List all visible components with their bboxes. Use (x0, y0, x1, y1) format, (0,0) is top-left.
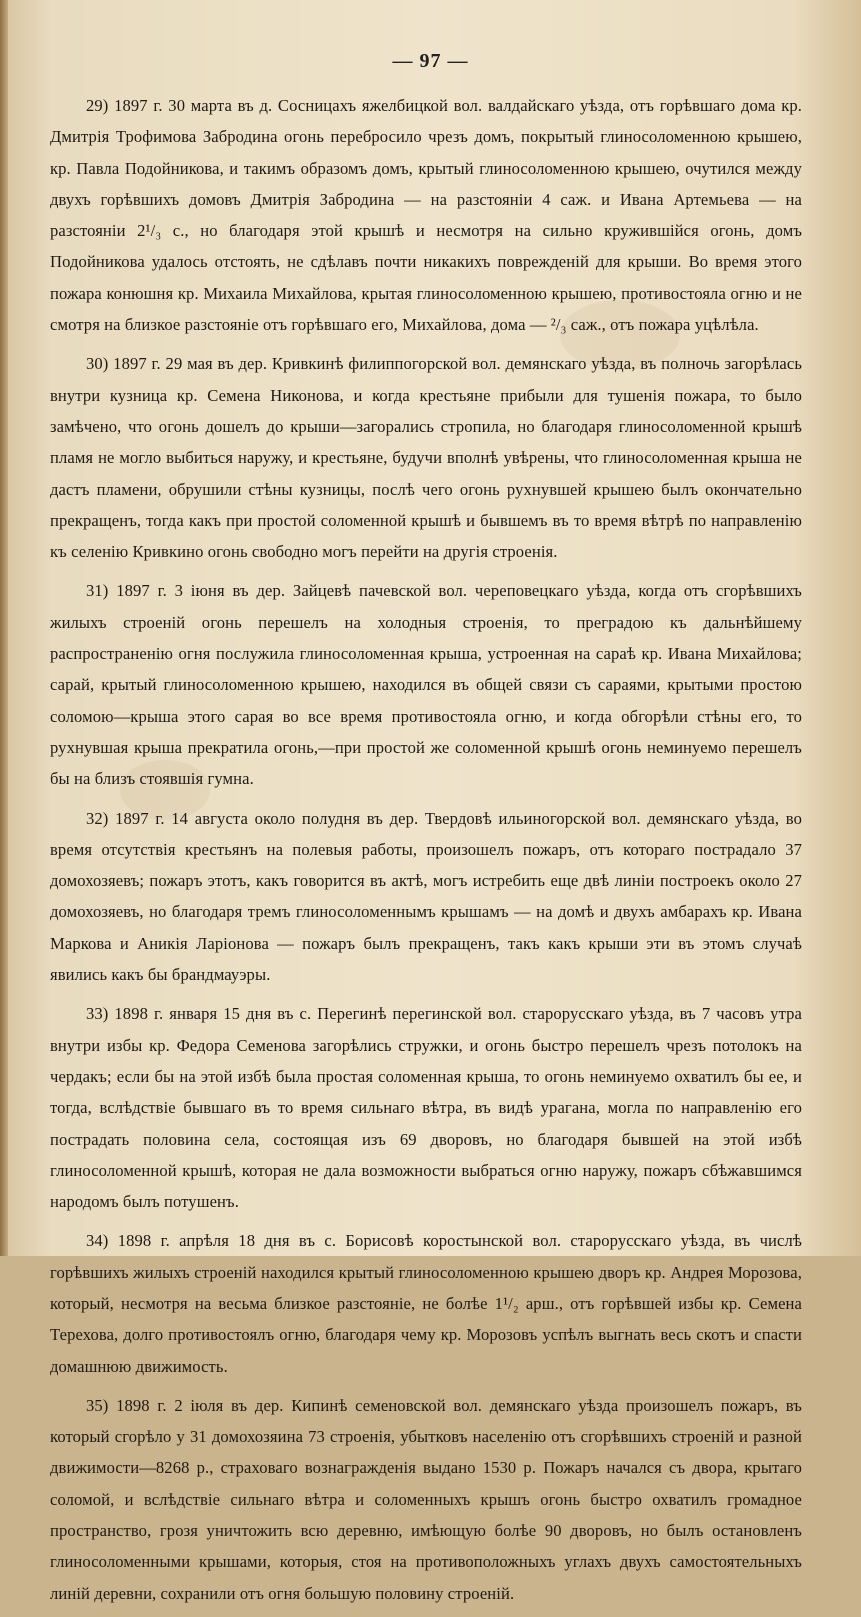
body-text (50, 90, 802, 1617)
entry-33: 33) 1898 г. января 15 дня въ с. Перегинѣ перегинской вол. старорусскаго уѣзда, въ 7 часовъ утра внутри избы кр. Федора Семенова загорѣлись стружки, и огонь быстро перешелъ чрезъ потолокъ на чердакъ; если бы на этой избѣ была простая соломенная крыша, то огонь неминуемо охватилъ бы ее, и тогда, вслѣдствіе бывшаго въ то время сильнаго вѣтра, въ видѣ урагана, могла по направленію его пострадать половина села, состоящая изъ 69 дворовъ, но благодаря бывшей на этой избѣ глиносоломенной крышѣ, которая не дала возможности выбраться огню наружу, пожаръ сбѣжавшимся народомъ былъ потушенъ. (50, 1004, 802, 1212)
entry-34: 34) 1898 г. апрѣля 18 дня въ с. Борисовѣ коростынской вол. старорусскаго уѣзда, въ числѣ горѣвшихъ жилыхъ строеній находился крытый глиносоломенною крышею дворъ кр. Андрея Морозова, который, несмотря на весьма близкое разстояніе, не болѣе 1¹/₂ арш., отъ горѣвшей избы кр. Семена Терехова, долго противостоялъ огню, благодаря чему кр. Морозовъ успѣлъ выгнать весь скотъ и спасти домашнюю движимость. (50, 1231, 802, 1376)
page-edge-shadow (0, 0, 8, 1256)
entry-29: 29) 1897 г. 30 марта въ д. Сосницахъ яжелбицкой вол. валдайскаго уѣзда, отъ горѣвшаго дома кр. Дмитрія Трофимова Забродина огонь перебросило чрезъ домъ, покрытый глиносоломенною крышею, кр. Павла Подойникова, и такимъ образомъ домъ, крытый глиносоломенною крышею, очутился между двухъ горѣвшихъ домовъ Дмитрія Забродина — на разстояніи 4 саж. и Ивана Артемьева — на разстояніи 2¹/₃ с., но благодаря этой крышѣ и несмотря на сильно кружившійся огонь, домъ Подойникова удалось отстоять, не сдѣлавъ почти никакихъ поврежденій для крыши. Во время этого пожара конюшня кр. Михаила Михайлова, крытая глиносоломенною крышею, противостояла огню и не смотря на близкое разстояніе отъ горѣвшаго его, Михайлова, дома — ²/₃ саж., отъ пожара уцѣлѣла. (50, 96, 802, 335)
entry-32: 32) 1897 г. 14 августа около полудня въ дер. Твердовѣ ильиногорской вол. демянскаго уѣзда, во время отсутствія крестьянъ на полевыя работы, произошелъ пожаръ, отъ котораго пострадало 37 домохозяевъ; пожаръ этотъ, какъ говорится въ актѣ, могъ истребить еще двѣ линіи построекъ около 27 домохозяевъ, но благодаря тремъ глиносоломеннымъ крышамъ — на домѣ и двухъ амбарахъ кр. Ивана Маркова и Аникія Ларіонова — пожаръ былъ прекращенъ, такъ какъ крыши эти въ этомъ случаѣ явились какъ бы брандмауэры. (50, 808, 802, 985)
entry-30: 30) 1897 г. 29 мая въ дер. Кривкинѣ филиппогорской вол. демянскаго уѣзда, въ полночь загорѣлась внутри кузница кр. Семена Никонова, и когда крестьяне прибыли для тушенія пожара, то было замѣчено, что огонь дошелъ до крыши—загорались стропила, но благодаря глиносоломенной крышѣ пламя не могло выбиться наружу, и крестьяне, будучи вполнѣ увѣрены, что глиносоломенная крыша не дастъ пламени, обрушили стѣны кузницы, послѣ чего огонь рухнувшей крышею былъ окончательно прекращенъ, тогда какъ при простой соломенной крышѣ и бывшемъ въ то время вѣтрѣ по направленію къ селенію Кривкино огонь свободно могъ перейти на другія строенія. (50, 354, 802, 562)
entry-31: 31) 1897 г. 3 іюня въ дер. Зайцевѣ пачевской вол. череповецкаго уѣзда, когда отъ сгорѣвшихъ жилыхъ строеній огонь перешелъ на холодныя строенія, то преградою къ дальнѣйшему распространенію огня послужила глиносоломенная крыша, устроенная на сараѣ кр. Ивана Михайлова; сарай, крытый глиносоломенною крышею, находился въ общей связи съ сараями, крытыми простою соломою—крыша этого сарая во все время противостояла огню, и когда обгорѣли стѣны его, то рухнувшая крыша прекратила огонь,—при простой же соломенной крышѣ огонь неминуемо перешелъ бы на близъ стоявшія гумна. (50, 581, 802, 789)
page-number: — 97 — (392, 50, 469, 72)
entry-35: 35) 1898 г. 2 іюля въ дер. Кипинѣ семеновской вол. демянскаго уѣзда произошелъ пожаръ, въ который сгорѣло у 31 домохозяина 73 строенія, убытковъ населенію отъ сгорѣвшихъ строеній и разной движимости—8268 р., страховаго вознагражденія выдано 1530 р. Пожаръ начался съ двора, крытаго соломой, и вслѣдствіе сильнаго вѣтра и соломенныхъ крышъ огонь быстро охватилъ громадное пространство, грозя уничтожить всю деревню, имѣющую болѣе 90 дворовъ, но былъ остановленъ глиносоломенными крышами, которыя, стоя на противоположныхъ углахъ двухъ самостоятельныхъ линій деревни, сохранили отъ огня большую половину строеній. (50, 1395, 802, 1603)
